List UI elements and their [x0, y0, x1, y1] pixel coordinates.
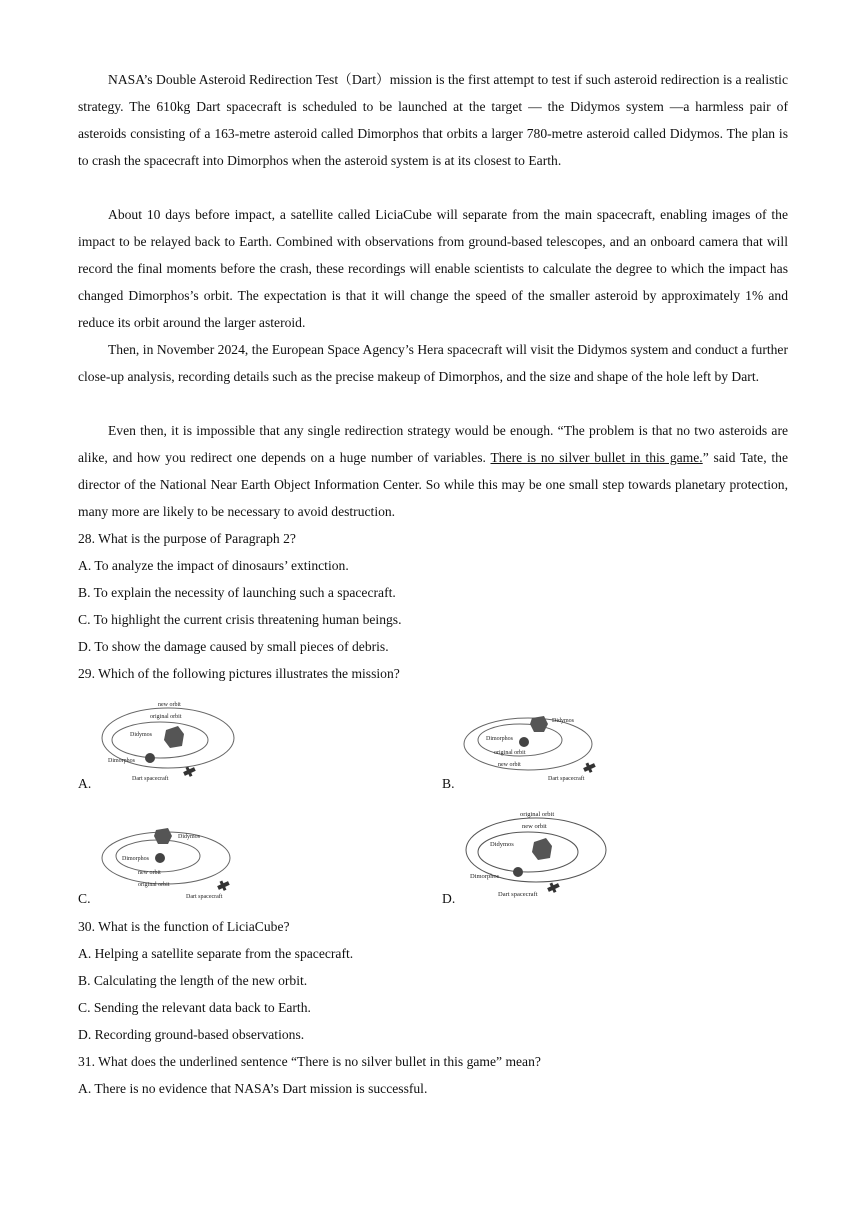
- fig-d-craft-label: Dart spacecraft: [498, 891, 538, 898]
- didymos-asteroid-icon: [164, 726, 184, 748]
- q30-option-b: B. Calculating the length of the new orbit.: [78, 973, 308, 988]
- q29-option-a-letter: A.: [78, 776, 92, 791]
- q30-option-d: D. Recording ground-based observations.: [78, 1027, 305, 1042]
- q29-figure-c: [98, 822, 238, 904]
- paragraph-2: [78, 201, 788, 336]
- fig-a-inner-label: original orbit: [150, 714, 182, 720]
- fig-a-big-label: Didymos: [130, 732, 153, 738]
- q28-option-a: A. To analyze the impact of dinosaurs’ extinction.: [78, 558, 349, 573]
- dimorphos-asteroid-icon: [145, 753, 155, 763]
- paragraph-4-text-end: ” said Tate, the director of the National Near Earth Object Information Center. So while this may be one small step towards planetary protection, many more are likely to be necessary to avoid destruction.: [78, 450, 789, 519]
- dimorphos-asteroid-icon: [519, 737, 529, 747]
- q31-option-a: A. There is no evidence that NASA’s Dart mission is successful.: [78, 1081, 428, 1096]
- fig-b-outer-label: new orbit: [498, 762, 521, 768]
- inner-orbit-ellipse: [478, 832, 578, 872]
- fig-b-inner-label: original orbit: [494, 750, 526, 756]
- q30-option-a: A. Helping a satellite separate from the spacecraft.: [78, 946, 354, 961]
- q28-option-d: D. To show the damage caused by small pieces of debris.: [78, 639, 389, 654]
- q29-option-d-letter: D.: [442, 891, 456, 906]
- fig-d-outer-label: original orbit: [520, 811, 555, 818]
- inner-orbit-ellipse: [112, 722, 208, 758]
- fig-d-small-label: Dimorphos: [470, 873, 500, 880]
- q31-question: 31. What does the underlined sentence “There is no silver bullet in this game” mean?: [78, 1054, 541, 1069]
- paragraph-2-text: About 10 days before impact, a satellite called LiciaCube will separate from the main spacecraft, enabling images of the impact to be relayed back to Earth. Combined with observations from ground-based telescopes, and an onboard camera that will record the final moments before the crash, these recordings will enable scientists to calculate the degree to which the impact has changed Dimorphos’s orbit. The expectation is that it will change the speed of the smaller asteroid by approximately 1% and reduce its orbit around the larger asteroid.: [78, 207, 788, 330]
- fig-c-small-label: Dimorphos: [122, 856, 149, 862]
- q30-option-c: C. Sending the relevant data back to Earth.: [78, 1000, 311, 1015]
- paragraph-1: [78, 66, 788, 174]
- didymos-asteroid-icon: [154, 828, 172, 844]
- spacecraft-icon: [582, 760, 597, 774]
- fig-a-craft-label: Dart spacecraft: [132, 776, 169, 782]
- paragraph-4: [78, 417, 788, 525]
- fig-b-craft-label: Dart spacecraft: [548, 776, 585, 782]
- dimorphos-asteroid-icon: [155, 853, 165, 863]
- q29-option-b-letter: B.: [442, 776, 455, 791]
- q28-option-b: B. To explain the necessity of launching such a spacecraft.: [78, 585, 396, 600]
- q29-question: 29. Which of the following pictures illustrates the mission?: [78, 666, 400, 681]
- didymos-asteroid-icon: [532, 838, 552, 860]
- paragraph-3-text: Then, in November 2024, the European Space Agency’s Hera spacecraft will visit the Didymos system and conduct a further close-up analysis, recording details such as the precise makeup of Dimorphos, and the size and shape of the hole left by Dart.: [78, 342, 788, 384]
- paragraph-3: [78, 336, 788, 390]
- spacecraft-icon: [216, 878, 231, 892]
- paragraph-1-text: NASA’s Double Asteroid Redirection Test（Dart）mission is the first attempt to test if such asteroid redirection is a realistic strategy. The 610kg Dart spacecraft is scheduled to be launched at the target — the Didymos system —a harmless pair of asteroids consisting of a 163-metre asteroid called Dimorphos that orbits a larger 780-metre asteroid called Didymos. The plan is to crash the spacecraft into Dimorphos when the asteroid system is at its closest to Earth.: [78, 72, 788, 168]
- fig-c-outer-label: original orbit: [138, 882, 170, 888]
- q29-figure-d: [460, 806, 610, 900]
- fig-b-small-label: Dimorphos: [486, 736, 513, 742]
- underlined-sentence: There is no silver bullet in this game.: [490, 450, 703, 465]
- fig-c-craft-label: Dart spacecraft: [186, 894, 223, 900]
- spacecraft-icon: [546, 880, 561, 894]
- fig-c-inner-label: new orbit: [138, 870, 161, 876]
- q28-option-c: C. To highlight the current crisis threatening human beings.: [78, 612, 402, 627]
- fig-d-inner-label: new orbit: [522, 823, 547, 830]
- q29-option-c-letter: C.: [78, 891, 91, 906]
- q29-figure-a: [98, 696, 240, 788]
- fig-b-big-label: Didymos: [552, 718, 575, 724]
- q29-figure-b: [460, 708, 600, 790]
- paragraph-4-text-start: Even then, it is impossible that any single redirection strategy would be enough. “The problem is that no two asteroids are alike, and how you redirect one depends on a huge number of variables.: [78, 423, 788, 465]
- fig-d-big-label: Didymos: [490, 841, 514, 848]
- fig-a-small-label: Dimorphos: [108, 758, 135, 764]
- fig-a-outer-label: new orbit: [158, 702, 181, 708]
- q30-question: 30. What is the function of LiciaCube?: [78, 919, 290, 934]
- fig-c-big-label: Didymos: [178, 834, 201, 840]
- q28-question: 28. What is the purpose of Paragraph 2?: [78, 531, 296, 546]
- dimorphos-asteroid-icon: [513, 867, 523, 877]
